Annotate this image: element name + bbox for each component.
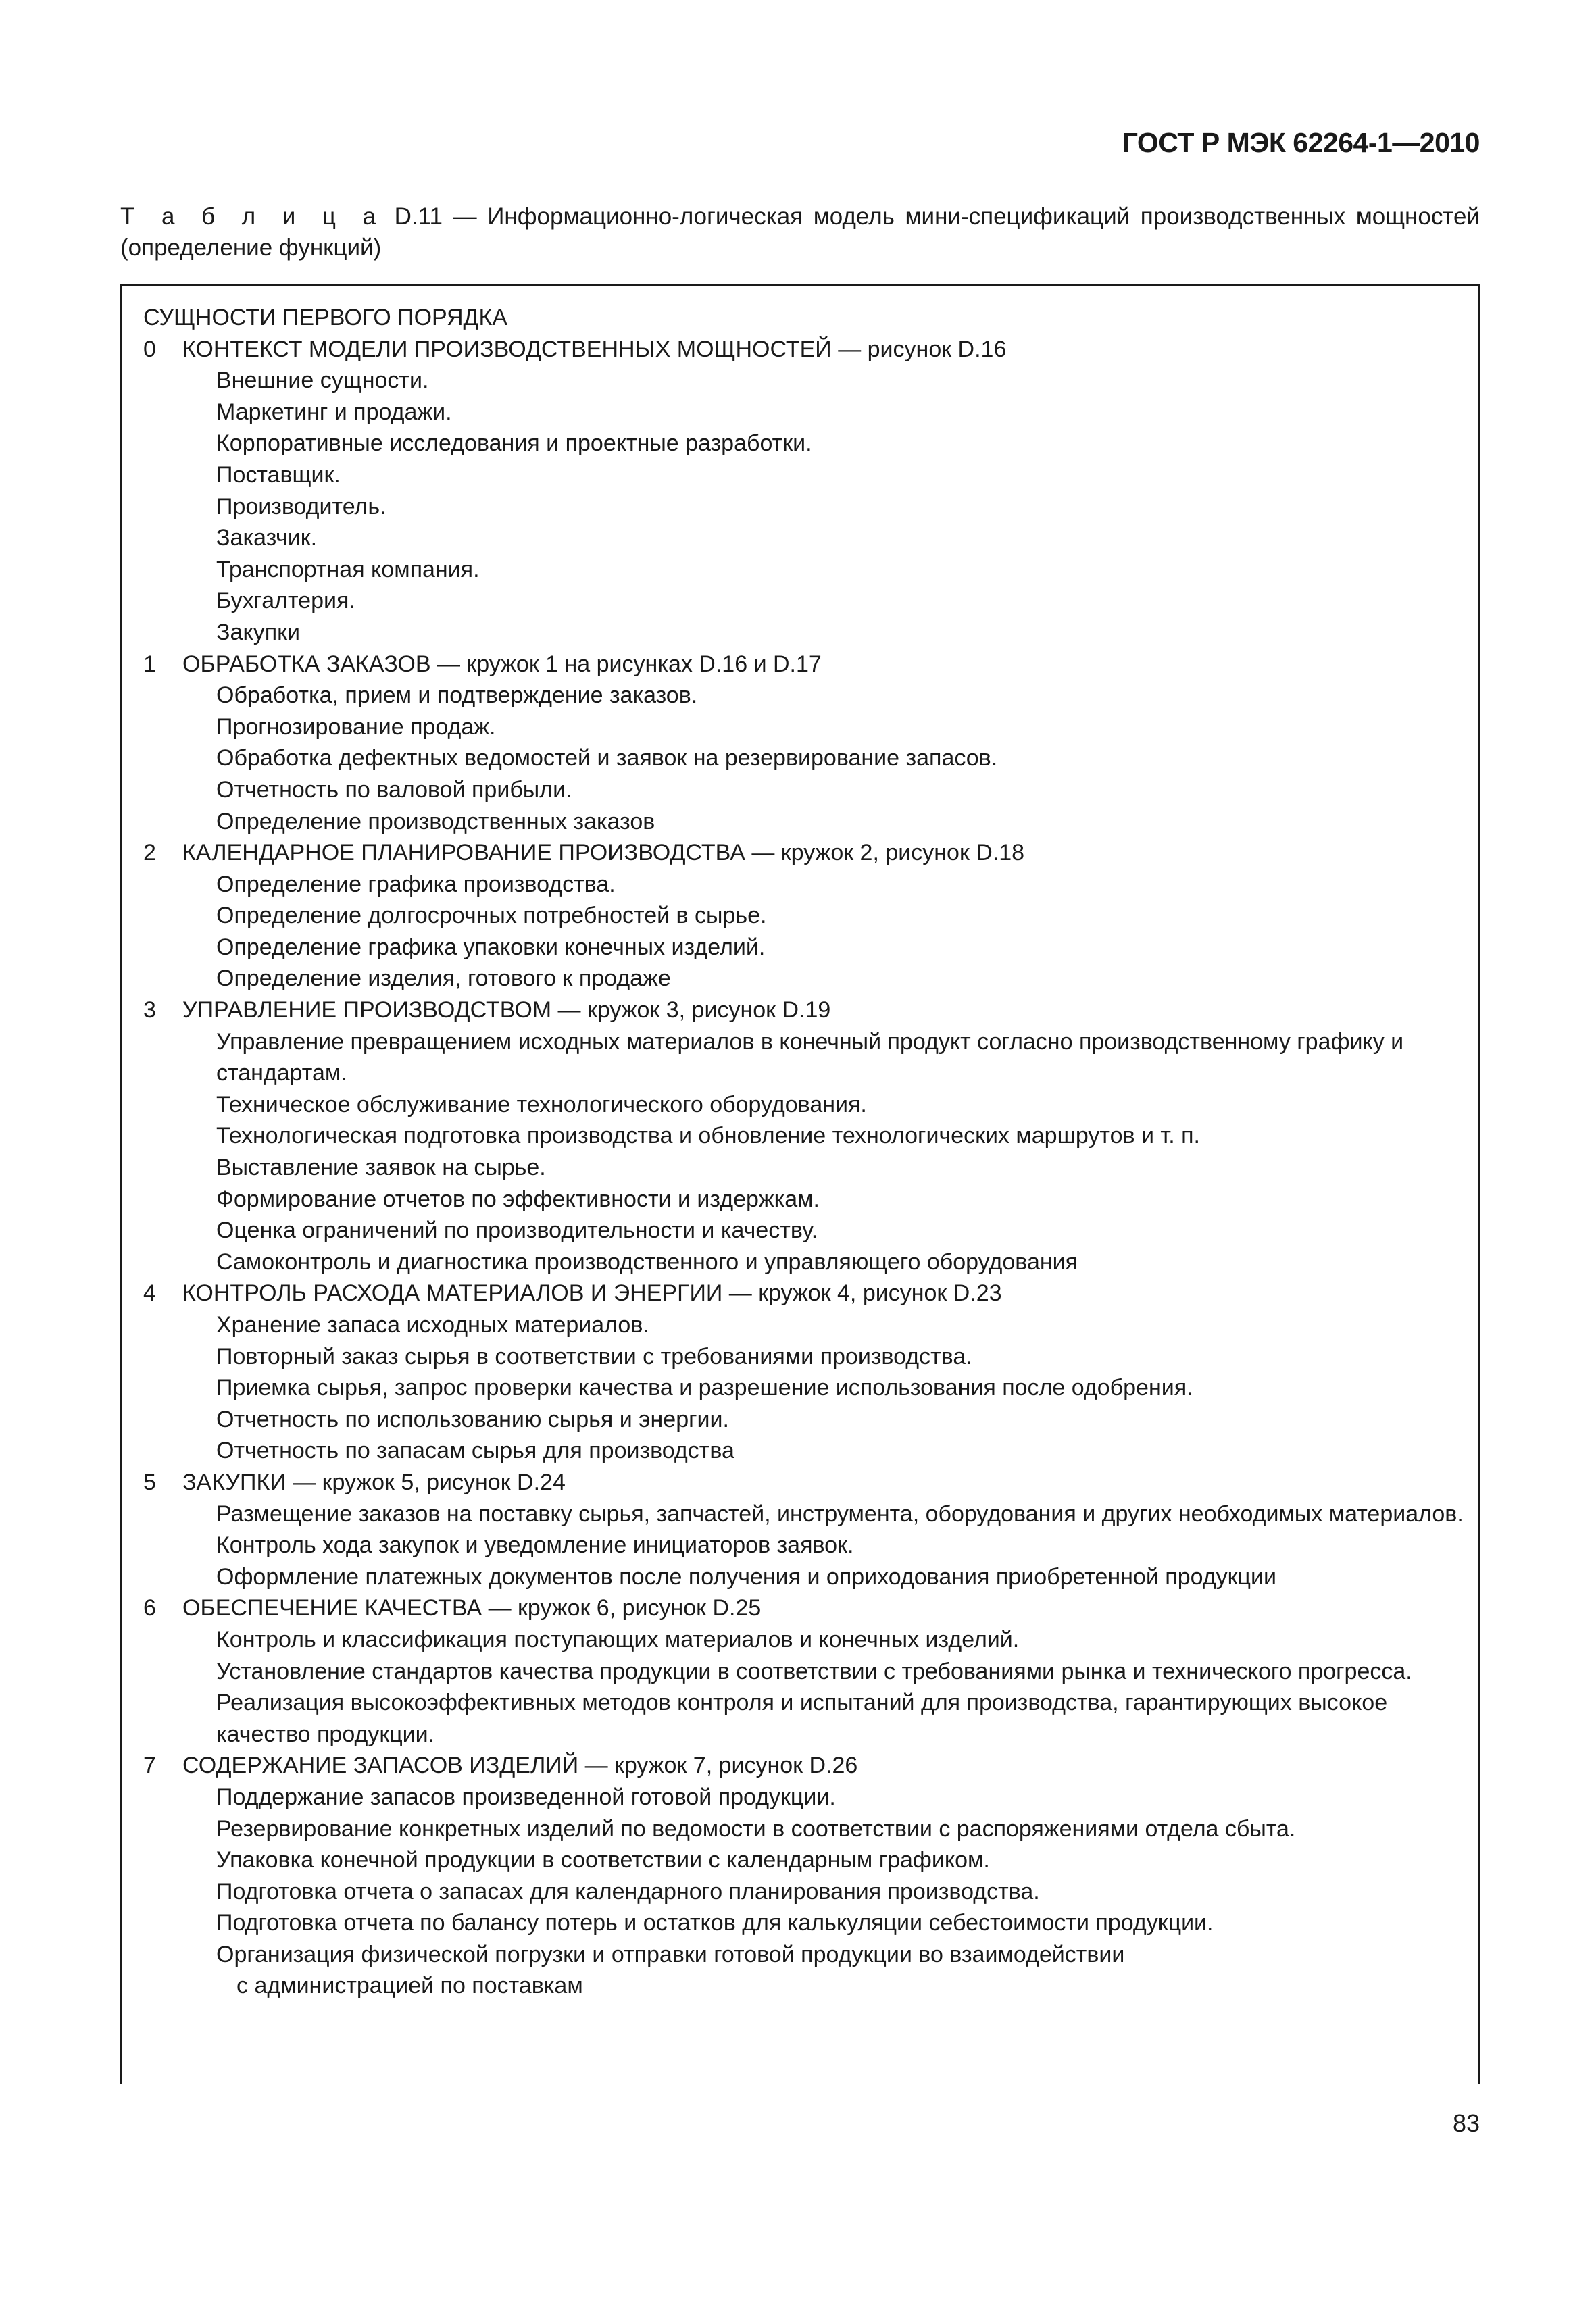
section-heading-text: СОДЕРЖАНИЕ ЗАПАСОВ ИЗДЕЛИЙ — кружок 7, рисунок D.26 (182, 1753, 858, 1779)
list-item: Поставщик. (216, 461, 341, 488)
list-item: Определение графика производства. (216, 871, 616, 897)
list-item: Повторный заказ сырья в соответствии с требованиями производства. (216, 1343, 972, 1369)
list-item: Отчетность по валовой прибыли. (216, 776, 572, 803)
list-item: с администрацией по поставкам (236, 1973, 583, 1999)
list-item: Закупки (216, 619, 300, 645)
section-number: 1 (143, 651, 156, 677)
standard-designation: ГОСТ Р МЭК 62264-1—2010 (1122, 127, 1480, 158)
list-item: Резервирование конкретных изделий по ведомости в соответствии с распоряжениями отдела сбыта. (216, 1815, 1296, 1842)
table-content (143, 302, 1468, 2002)
page-number: 83 (1452, 2109, 1480, 2137)
table-caption-label: Т а б л и ц а (120, 203, 384, 230)
list-item: Транспортная компания. (216, 556, 480, 582)
section-heading (143, 1750, 1468, 1782)
section-number: 0 (143, 336, 156, 362)
section-heading (143, 649, 1468, 680)
list-item: Приемка сырья, запрос проверки качества и разрешение использования после одобрения. (216, 1375, 1193, 1401)
list-item: Корпоративные исследования и проектные разработки. (216, 430, 812, 457)
list-item: Подготовка отчета по балансу потерь и остатков для калькуляции себестоимости продукции. (216, 1910, 1214, 1936)
list-item: Оценка ограничений по производительности и качеству. (216, 1217, 818, 1244)
list-item: Отчетность по запасам сырья для производства (216, 1438, 734, 1464)
section-number: 5 (143, 1469, 156, 1495)
list-item: Установление стандартов качества продукции в соответствии с требованиями рынка и технического прогресса. (216, 1658, 1412, 1684)
section-heading (143, 995, 1468, 1026)
table-title: СУЩНОСТИ ПЕРВОГО ПОРЯДКА (143, 305, 508, 330)
list-item: Прогнозирование продаж. (216, 713, 496, 740)
list-item: Определение графика упаковки конечных изделий. (216, 934, 766, 960)
list-item: Определение изделия, готового к продаже (216, 965, 671, 992)
list-item: Обработка дефектных ведомостей и заявок на резервирование запасов. (216, 745, 998, 772)
list-item: Размещение заказов на поставку сырья, запчастей, инструмента, оборудования и других необходимых материалов. (216, 1501, 1464, 1527)
section-number: 7 (143, 1753, 156, 1779)
list-item: Маркетинг и продажи. (216, 399, 452, 425)
list-item: Подготовка отчета о запасах для календарного планирования производства. (216, 1878, 1040, 1905)
section-heading-text: УПРАВЛЕНИЕ ПРОИЗВОДСТВОМ — кружок 3, рисунок D.19 (182, 997, 831, 1024)
list-item: Реализация высокоэффективных методов контроля и испытаний для производства, гарантирующих высокое качество продукции. (216, 1690, 1388, 1747)
list-item: Отчетность по использованию сырья и энергии. (216, 1406, 729, 1432)
list-item: Хранение запаса исходных материалов. (216, 1312, 649, 1338)
section-number: 4 (143, 1280, 156, 1307)
list-item: Поддержание запасов произведенной готовой продукции. (216, 1784, 836, 1810)
section-heading-text: ОБРАБОТКА ЗАКАЗОВ — кружок 1 на рисунках D.16 и D.17 (182, 651, 822, 677)
list-item: Производитель. (216, 493, 386, 520)
list-item: Бухгалтерия. (216, 588, 355, 614)
list-item: Обработка, прием и подтверждение заказов. (216, 682, 698, 709)
section-heading-text: ЗАКУПКИ — кружок 5, рисунок D.24 (182, 1469, 566, 1495)
section-number: 2 (143, 840, 156, 866)
section-number: 6 (143, 1595, 156, 1621)
table-caption (120, 201, 1480, 263)
list-item: Технологическая подготовка производства и обновление технологических маршрутов и т. п. (216, 1123, 1200, 1149)
list-item: Внешние сущности. (216, 368, 429, 394)
section-heading (143, 1592, 1468, 1624)
section-number: 3 (143, 997, 156, 1024)
section-heading-text: ОБЕСПЕЧЕНИЕ КАЧЕСТВА — кружок 6, рисунок D.25 (182, 1595, 762, 1621)
section-heading (143, 334, 1468, 366)
list-item: Техническое обслуживание технологического оборудования. (216, 1091, 867, 1117)
list-item: Контроль и классификация поступающих материалов и конечных изделий. (216, 1626, 1020, 1653)
list-item: Определение долгосрочных потребностей в сырье. (216, 903, 767, 929)
list-item: Самоконтроль и диагностика производственного и управляющего оборудования (216, 1249, 1078, 1275)
section-heading (143, 837, 1468, 869)
list-item: Упаковка конечной продукции в соответствии с календарным графиком. (216, 1847, 990, 1873)
list-item: Определение производственных заказов (216, 808, 655, 834)
section-heading (143, 1467, 1468, 1499)
section-heading-text: КОНТЕКСТ МОДЕЛИ ПРОИЗВОДСТВЕННЫХ МОЩНОСТЕЙ — рисунок D.16 (182, 336, 1007, 362)
list-item: Оформление платежных документов после получения и оприходования приобретенной продукции (216, 1563, 1276, 1590)
table-caption-text: D.11 — Информационно-логическая модель мини-спецификаций производственных мощностей (определение функций) (120, 203, 1480, 261)
section-heading-text: КОНТРОЛЬ РАСХОДА МАТЕРИАЛОВ И ЭНЕРГИИ — кружок 4, рисунок D.23 (182, 1280, 1002, 1307)
list-item: Формирование отчетов по эффективности и издержкам. (216, 1186, 820, 1212)
list-item: Выставление заявок на сырье. (216, 1155, 546, 1181)
section-heading-text: КАЛЕНДАРНОЕ ПЛАНИРОВАНИЕ ПРОИЗВОДСТВА — кружок 2, рисунок D.18 (182, 840, 1025, 866)
list-item: Заказчик. (216, 525, 318, 551)
list-item: Управление превращением исходных материалов в конечный продукт согласно производственному графику и стандартам. (216, 1028, 1404, 1086)
list-item: Организация физической погрузки и отправки готовой продукции во взаимодействии (216, 1941, 1125, 1967)
list-item: Контроль хода закупок и уведомление инициаторов заявок. (216, 1532, 854, 1559)
section-heading (143, 1278, 1468, 1309)
